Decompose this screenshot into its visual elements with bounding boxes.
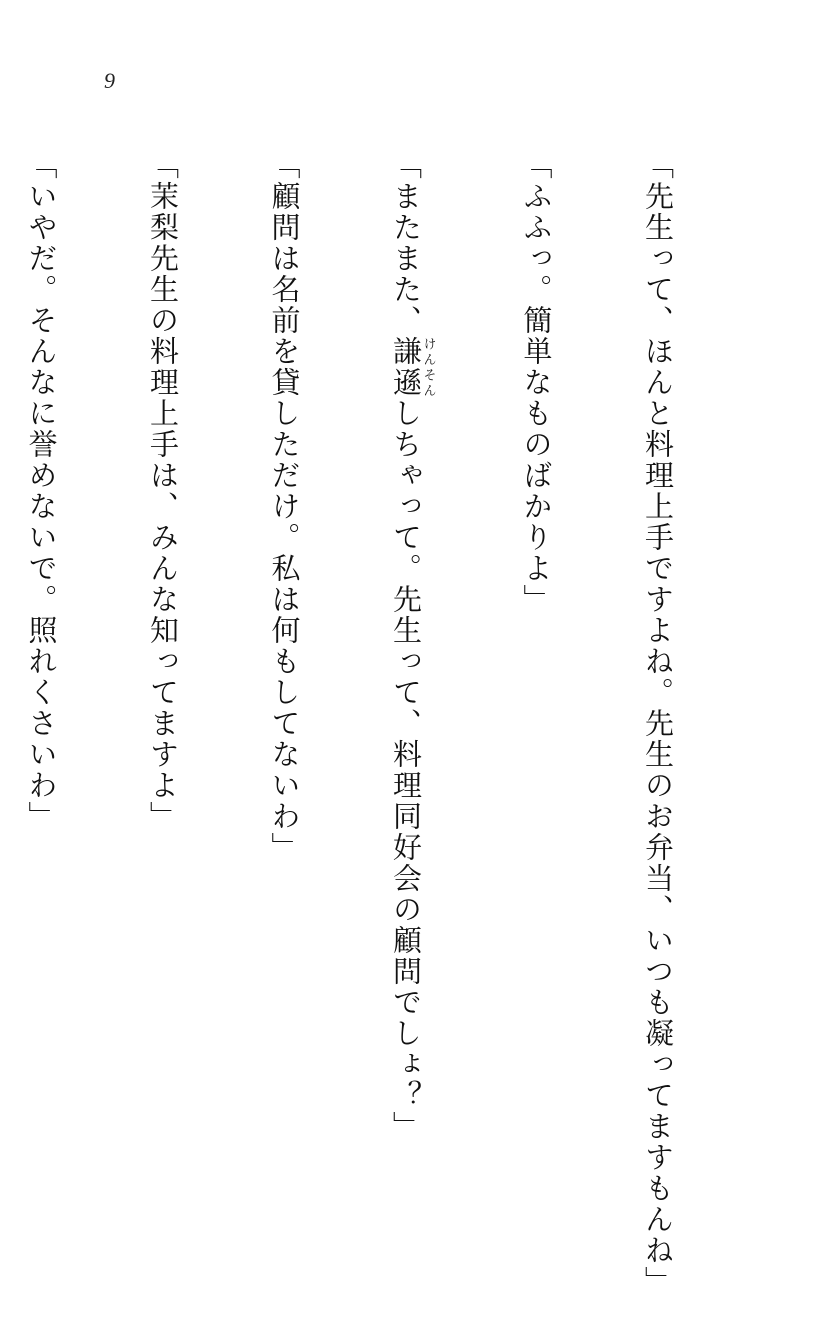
text-line: 「顧問は名前を貸しただけ。私は何もしてないわ」 — [267, 150, 302, 863]
ruby-reading: けんそん — [420, 336, 436, 398]
text-line-with-ruby — [386, 150, 436, 1150]
text-line: 「茉梨先生の料理上手は、みんな知ってますよ」 — [146, 150, 180, 832]
text-segment: 「またまた、 — [389, 150, 423, 336]
page-number: 9 — [104, 68, 115, 93]
ruby-base: 謙遜 — [389, 336, 423, 398]
text-line: 「ふふっ。簡単なものばかりよ」 — [519, 150, 554, 615]
text-segment: しちゃって。先生って、料理同好会の顧問でしょ？」 — [389, 398, 423, 1142]
text-line: 「先生って、ほんと料理上手ですよね。先生のお弁当、いつも凝ってますもんね」 — [641, 150, 675, 1297]
text-line: 「いやだ。そんなに誉めないで。照れくさいわ」 — [24, 150, 59, 832]
body-text — [0, 150, 759, 1297]
ruby-annotation — [389, 336, 436, 398]
